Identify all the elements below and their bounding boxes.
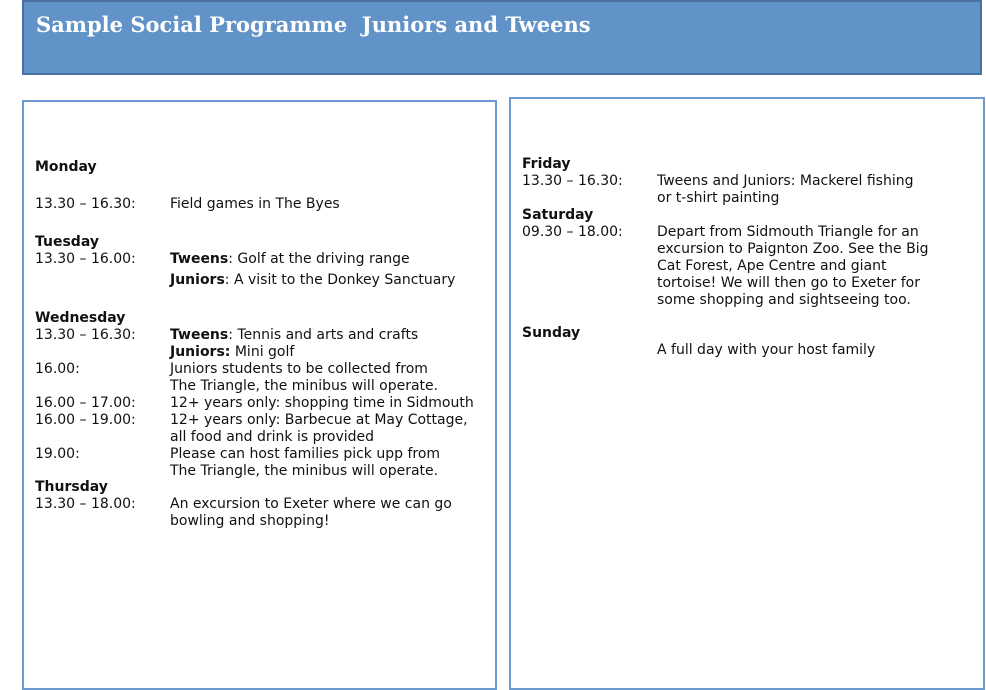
event-text: Please can host families pick upp from	[170, 446, 441, 462]
title-banner	[22, 0, 982, 75]
event-text: excursion to Paignton Zoo. See the Big	[657, 241, 929, 257]
time-slot: 09.30 – 18.00:	[522, 224, 623, 240]
event-text: An excursion to Exeter where we can go	[170, 496, 452, 512]
time-slot: 19.00:	[35, 446, 80, 462]
day-heading-tuesday: Tuesday	[35, 234, 99, 250]
day-heading-monday: Monday	[35, 159, 97, 175]
time-slot: 16.00 – 19.00:	[35, 412, 136, 428]
time-slot: 13.30 – 16.30:	[35, 327, 136, 343]
time-slot: 13.30 – 16.30:	[522, 173, 623, 189]
event-text: Depart from Sidmouth Triangle for an	[657, 224, 919, 240]
event-text: The Triangle, the minibus will operate.	[170, 463, 439, 479]
day-heading-friday: Friday	[522, 156, 571, 172]
time-slot: 16.00:	[35, 361, 80, 377]
event-text: some shopping and sightseeing too.	[657, 292, 911, 308]
event-text	[170, 251, 410, 268]
event-text: Tweens and Juniors: Mackerel fishing	[657, 173, 914, 189]
event-text: tortoise! We will then go to Exeter for	[657, 275, 920, 291]
event-text: A full day with your host family	[657, 342, 876, 358]
event-text	[170, 327, 418, 344]
event-text: 12+ years only: Barbecue at May Cottage,	[170, 412, 468, 428]
event-text	[170, 272, 455, 289]
day-heading-saturday: Saturday	[522, 207, 594, 223]
group-label-tweens: Tweens	[170, 327, 229, 343]
event-detail: : Tennis and arts and crafts	[228, 327, 419, 343]
time-slot: 16.00 – 17.00:	[35, 395, 136, 411]
group-label-juniors: Juniors	[170, 272, 225, 288]
event-text: Field games in The Byes	[170, 196, 340, 212]
event-text: all food and drink is provided	[170, 429, 375, 445]
day-heading-sunday: Sunday	[522, 325, 581, 341]
event-text: Juniors students to be collected from	[170, 361, 428, 377]
time-slot: 13.30 – 16.30:	[35, 196, 136, 212]
group-label-tweens: Tweens	[170, 251, 229, 267]
event-detail: : A visit to the Donkey Sanctuary	[224, 272, 456, 288]
time-slot: 13.30 – 16.00:	[35, 251, 136, 267]
event-text: or t-shirt painting	[657, 190, 780, 206]
event-text: 12+ years only: shopping time in Sidmouth	[170, 395, 474, 411]
event-text	[170, 344, 294, 361]
event-text: Cat Forest, Ape Centre and giant	[657, 258, 887, 274]
event-text: bowling and shopping!	[170, 513, 330, 529]
event-detail: Mini golf	[230, 344, 295, 360]
time-slot: 13.30 – 18.00:	[35, 496, 136, 512]
event-detail: : Golf at the driving range	[228, 251, 410, 267]
group-label-juniors: Juniors:	[170, 344, 231, 360]
event-text: The Triangle, the minibus will operate.	[170, 378, 439, 394]
day-heading-thursday: Thursday	[35, 479, 108, 495]
page-title: Sample Social Programme Juniors and Tweens	[36, 12, 591, 37]
day-heading-wednesday: Wednesday	[35, 310, 126, 326]
